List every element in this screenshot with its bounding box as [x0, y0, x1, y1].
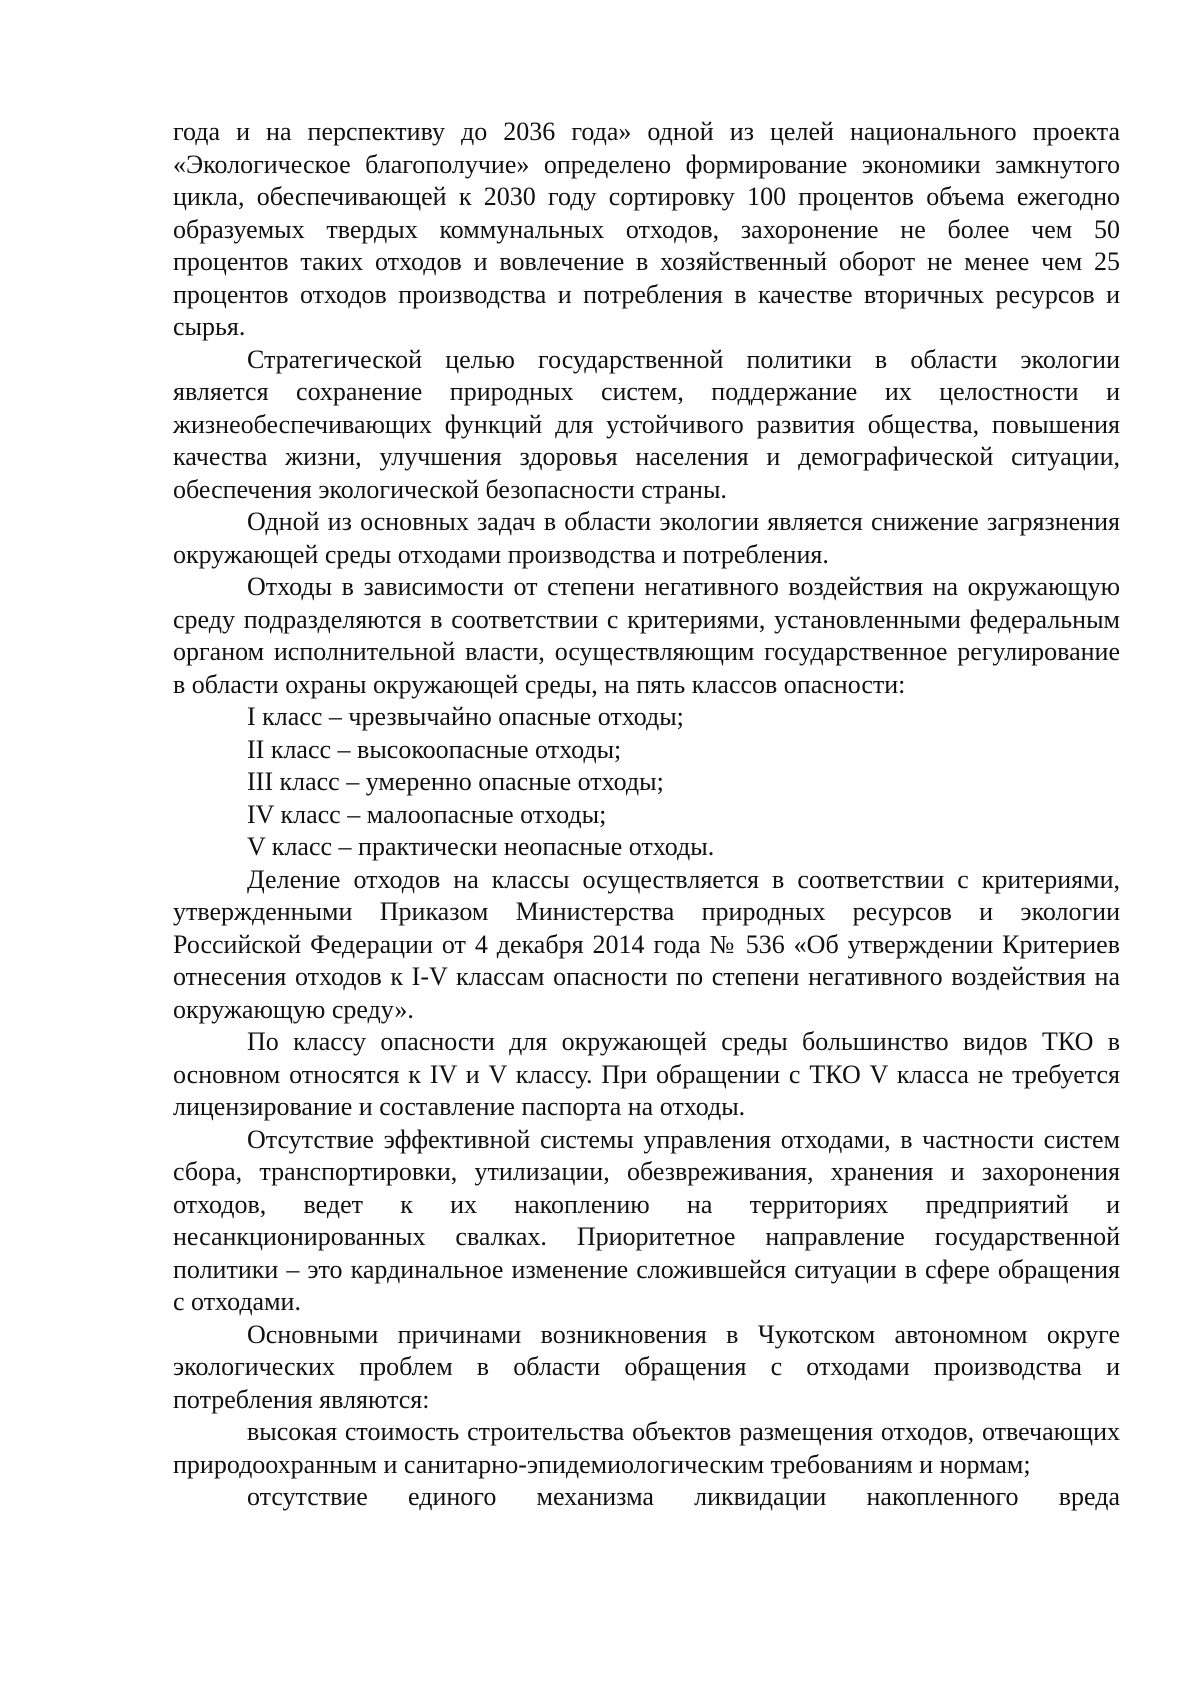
hazard-class-item: I класс – чрезвычайно опасные отходы;	[247, 702, 684, 731]
paragraph-management-system: Отсутствие эффективной системы управления отходами, в частности систем сбора, транспортировки, утилизации, обезвреживания, хранения и захоронения отходов, ведет к их накоплению на территориях предприятий и несанкционированных свалках. Приоритетное направление государственной политики – это кардинальное изменение сложившейся ситуации в сфере обращения с отходами.	[173, 1124, 1120, 1316]
paragraph-cause-cost: высокая стоимость строительства объектов размещения отходов, отвечающих природоохранным и санитарно-эпидемиологическим требованиям и нормам;	[173, 1417, 1120, 1479]
hazard-class-item: IV класс – малоопасные отходы;	[247, 799, 607, 829]
paragraph-main-task: Одной из основных задач в области экологии является снижение загрязнения окружающей среды отходами производства и потребления.	[173, 507, 1120, 569]
paragraph-cause-mechanism: отсутствие единого механизма ликвидации накопленного вреда	[247, 1482, 1120, 1511]
paragraph-classification-order: Деление отходов на классы осуществляется в соответствии с критериями, утвержденными Приказом Министерства природных ресурсов и экологии Российской Федерации от 4 декабря 2014 года № 536 «Об утверждении Критериев отнесения отходов к I-V классам опасности по степени негативного воздействия на окружающую среду».	[173, 864, 1120, 1024]
paragraph-strategic-goal: Стратегической целью государственной политики в области экологии является сохранение природных систем, поддержание их целостности и жизнеобеспечивающих функций для устойчивого развития общества, повышения качества жизни, улучшения здоровья населения и демографической ситуации, обеспечения экологической безопасности страны.	[173, 344, 1120, 504]
document-page	[173, 116, 1120, 1514]
hazard-class-item: III класс – умеренно опасные отходы;	[247, 767, 664, 796]
hazard-class-item: II класс – высокоопасные отходы;	[247, 734, 622, 764]
hazard-class-item: V класс – практически неопасные отходы.	[247, 832, 715, 861]
paragraph-waste-classification: Отходы в зависимости от степени негативного воздействия на окружающую среду подразделяются в соответствии с критериями, установленными федеральным органом исполнительной власти, осуществляющим государственное регулирование в области охраны окружающей среды, на пять классов опасности:	[173, 572, 1120, 699]
hazard-class-list	[173, 701, 1120, 864]
paragraph-main-causes: Основными причинами возникновения в Чукотском автономном округе экологических проблем в области обращения с отходами производства и потребления являются:	[173, 1319, 1120, 1414]
paragraph-tko-hazard: По классу опасности для окружающей среды большинство видов ТКО в основном относятся к IV и V классу. При обращении с ТКО V класса не требуется лицензирование и составление паспорта на отходы.	[173, 1027, 1120, 1121]
paragraph-national-project: года и на перспективу до 2036 года» одной из целей национального проекта «Экологическое благополучие» определено формирование экономики замкнутого цикла, обеспечивающей к 2030 году сортировку 100 процентов объема ежегодно образуемых твердых коммунальных отходов, захоронение не более чем 50 процентов таких отходов и вовлечение в хозяйственный оборот не менее чем 25 процентов отходов производства и потребления в качестве вторичных ресурсов и сырья.	[173, 117, 1120, 341]
